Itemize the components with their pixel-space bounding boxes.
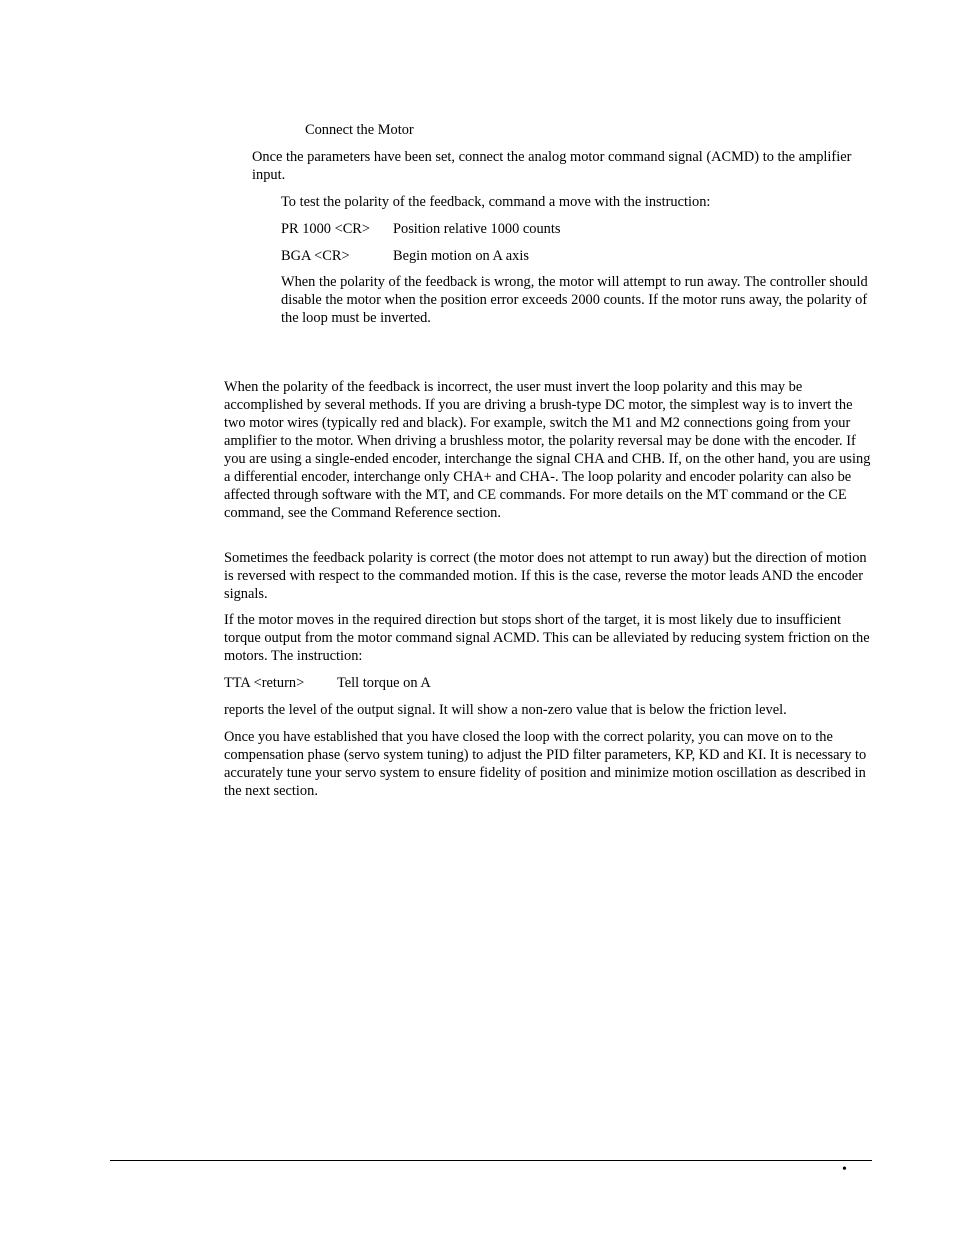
runaway-warning: When the polarity of the feedback is wrong, the motor will attempt to run away. The controller should disable the motor when the position error exceeds 2000 counts. If the motor runs away, the polarity of the loop must be inverted. bbox=[281, 274, 868, 326]
direction-reversed-paragraph: Sometimes the feedback polarity is correct (the motor does not attempt to run away) but the direction of motion is reversed with respect to the commanded motion. If this is the case, reverse the motor leads AND the encoder signals. bbox=[224, 550, 867, 602]
insufficient-torque-paragraph: If the motor moves in the required direction but stops short of the target, it is most likely due to insufficient torque output from the motor command signal ACMD. This can be alleviated by reducing system friction on the motors. The instruction: bbox=[224, 612, 870, 664]
polarity-inversion-paragraph: When the polarity of the feedback is incorrect, the user must invert the loop polarity and this may be accomplished by several methods. If you are driving a brush-type DC motor, the simplest way is to invert the two motor wires (typically red and black). For example, switch the M1 and M2 connections going from your amplifier to the motor. When driving a brushless motor, the polarity reversal may be done with the encoder. If you are using a single-ended encoder, interchange the signal CHA and CHB. If, on the other hand, you are using a differential encoder, interchange only CHA+ and CHA-. The loop polarity and encoder polarity can also be affected through software with the MT, and CE commands. For more details on the MT command or the CE command, see the Command Reference section. bbox=[224, 379, 871, 521]
command-code: PR 1000 <CR> bbox=[281, 221, 371, 237]
footer-rule bbox=[110, 1160, 872, 1161]
command-description: Position relative 1000 counts bbox=[393, 221, 561, 237]
test-instruction: To test the polarity of the feedback, command a move with the instruction: bbox=[281, 194, 711, 210]
footer-bullet: • bbox=[842, 1162, 847, 1177]
report-line: reports the level of the output signal. It will show a non-zero value that is below the friction level. bbox=[224, 702, 787, 718]
intro-paragraph: Once the parameters have been set, connect the analog motor command signal (ACMD) to the amplifier input. bbox=[252, 149, 852, 183]
command-description: Begin motion on A axis bbox=[393, 248, 529, 264]
command-code: BGA <CR> bbox=[281, 248, 350, 264]
command-code: TTA <return> bbox=[224, 675, 305, 691]
step-heading: Connect the Motor bbox=[305, 122, 414, 138]
closing-paragraph: Once you have established that you have closed the loop with the correct polarity, you can move on to the compensation phase (servo system tuning) to adjust the PID filter parameters, KP, KD and KI. It is necessary to accurately tune your servo system to ensure fidelity of position and minimize motion oscillation as described in the next section. bbox=[224, 729, 867, 799]
command-description: Tell torque on A bbox=[337, 675, 431, 691]
